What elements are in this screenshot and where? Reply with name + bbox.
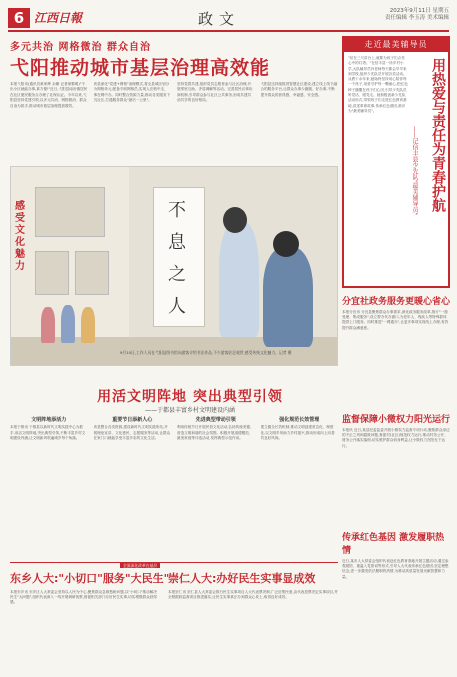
paper-name: 江西日報 [34, 11, 83, 25]
person-figure [263, 247, 313, 347]
feature-subhead: 强化规范长效管理 [279, 417, 320, 423]
lead-headline[interactable]: 弋阳推动城市基层治理高效能 [10, 57, 271, 79]
bottom-article-body: 本报东乡讯 东乡区人大常委会坚持以人民为中心,聚焦群众急难愁盼问题,以"小切口"推动解决民生"大问题",组织代表深入一线开展调研视察,督促相关部门办好民生实事,切实增强群众获得感。 [10, 590, 157, 605]
page-number: 6 [8, 8, 30, 28]
lead-photo[interactable] [10, 166, 338, 366]
feature-headline[interactable]: 用活文明阵地 突出典型引领 [97, 389, 283, 405]
side-article-body: 本报分宜讯 分宜县聚焦群众办事需求,深化政务服务改革,推行"一窗受理、集成服务",设立帮办代办窗口,为老年人、残疾人等特殊群体提供上门服务。同时推进"一网通办",让更多事项实现线上办理,有效提升群众满意度。 [342, 310, 449, 330]
divider-tag: 全面深化改革在基层 [120, 563, 160, 568]
feature-paragraph: 建立健全长效机制,推动文明创建常态化、制度化,以文明乡风助力乡村振兴,推动形成向上向善的良好风尚。 [260, 425, 335, 440]
calligraphy-char: 之 [168, 264, 186, 285]
side-article-title: 分宜社政务服务更暖心省心 [342, 297, 451, 307]
feature-column [261, 416, 339, 556]
sidebar-feature[interactable] [342, 36, 450, 288]
person-head [273, 231, 299, 257]
lead-kicker: 多元共治 网格微治 群众自治 [10, 42, 151, 53]
photo-vertical-title: 感受文化魅力 [15, 201, 25, 272]
calligraphy-char: 不 [168, 200, 186, 221]
masthead [8, 6, 449, 32]
feature-paragraph: 利用传统节日开展民俗文化活动,弘扬传统美德,营造文明和谐的社会氛围。积极开展道德模范、最美家庭等评选活动,发挥典型示范作用。 [177, 425, 253, 440]
calligraphy-char: 人 [168, 296, 186, 317]
wall-artwork [35, 251, 69, 295]
feature-paragraph: 本报于都讯 于都县以新时代文明实践中心为抓手,用活文明阵地,突出典型引领,不断丰富乡村文明建设内涵,让文明新风吹遍城乡每个角落。 [10, 425, 86, 440]
feature-subhead: 重要节日添新人心 [112, 417, 153, 423]
lead-column: 弋阳县还持续推进智慧社区建设,建立线上线下融合的服务平台,让群众办事少跑腿、好办事,不断提升群众的获得感、幸福感、安全感。 [260, 82, 338, 97]
sidebar-body: "站在三尺讲台上,就要为孩子们点亮心中的灯塔。"在信丰县一所乡村小学,大队辅导员肖老师每天都会早早来到学校,组织少先队员开展各类活动。从教十余年来,她始终坚持用心陪伴每一个孩子,用爱守护每一颗童心,把红色种子播撒在孩子们心田,引导少先队员听党话、跟党走。她积极创新少先队活动形式,带领孩子们走进红色教育基地,讲述革命故事,传承红色基因,被评为"最美辅导员"。 [348, 56, 408, 113]
lead-column: 坚持党群共建,组织党员志愿者参与社区治理,开展邻里互助、矛盾调解等活动。完善居民议事协商机制,引导群众参与社区公共事务,形成共建共治共享的良好格局。 [177, 82, 253, 103]
lead-column: 该县深化"党建+网格"治理模式,将全县城区划分为网格单元,配备专职网格员,实现人在格中走、事在网中办。同时整合资源力量,推动各类服务下沉社区,打通服务群众"最后一公里"。 [93, 82, 171, 103]
side-article-title: 监督保障小微权力阳光运行 [342, 415, 451, 425]
person-head [223, 207, 247, 233]
sidebar-subtitle: ——记信丰县少先队"最美辅导员" [411, 126, 418, 216]
bottom-article-body: 本报崇仁讯 崇仁县人大常委会推行民生实事项目人大代表票决制,广泛征集民意,由代表投票决定实事项目,并全程跟踪监督项目推进落实,让民生实事真正办到群众心坎上,取得良好成效。 [168, 590, 338, 600]
child-figure [41, 307, 55, 343]
feature-subhead: 先进典型带动引领 [195, 417, 236, 423]
side-article[interactable] [342, 412, 450, 524]
side-article[interactable] [342, 294, 450, 406]
feature-subhead: 文明阵地添活力 [31, 417, 67, 423]
side-article-title: 传承红色基因 激发履职热情 [342, 533, 445, 556]
issue-info: 2023年9月11日 星期五 责任编辑 李玉涛 美术编辑 [385, 8, 449, 21]
child-figure [81, 307, 95, 343]
lead-body [10, 82, 338, 164]
feature-column [94, 416, 172, 556]
wall-artwork [35, 187, 105, 237]
feature-paragraph: 该县整合各类资源,建设新时代文明实践所站,开展理论宣讲、文化惠民、志愿服务等活动,让群众在家门口就能享受丰富多彩的文化生活。 [93, 425, 171, 440]
section-divider [10, 562, 338, 568]
feature-column [177, 416, 255, 556]
lead-column: 本报弋阳讯(通讯员黄家辉 余姗 记者徐黎明)"不出小区就能办事,真方便!"近日,弋阳县南岩镇居民在社区便民服务点办理了社保认证。今年以来,弋阳县坚持党建引领,以多元共治、网格微治、群众自治为抓手,推动城市基层治理提质增效。 [10, 82, 88, 108]
child-figure [61, 305, 75, 343]
feature-subtitle: ——于都县丰富乡村文明建设内涵 [144, 407, 235, 414]
calligraphy-char: 息 [168, 232, 186, 253]
feature-column [10, 416, 88, 556]
bottom-article[interactable] [10, 570, 170, 677]
bottom-article[interactable] [168, 570, 338, 677]
sidebar-banner: 走近最美辅导员 [344, 38, 448, 52]
calligraphy-scroll [153, 187, 205, 327]
person-figure [219, 221, 259, 337]
bottom-article-title: 崇仁人大:办好民生实事显成效 [168, 572, 316, 585]
side-article-body: 近日,某市人大常委会组织代表赴红色教育基地开展主题活动,通过参观展馆、重温入党誓词等形式,引导人大代表传承红色基因,坚定理想信念,进一步激发依法履职的热情,为推动高质量发展贡献智慧和力量。 [342, 559, 449, 579]
photo-caption: 9月10日,工作人员在弋阳县图书馆向游客介绍书法作品,不少游客驻足观赏,感受传统文化魅力。记者 摄 [120, 350, 292, 355]
bottom-article-title: 东乡人大:"小切口"服务"大民生" [10, 572, 170, 585]
section-name: 政文 [198, 10, 241, 28]
side-article-body: 本报讯 近日,某县纪委监委开展小微权力监督专项行动,聚焦群众身边的不正之风和腐败问题,督促村(社区)规范权力运行,推动村务公开、财务公开落实落细,切实维护群众切身利益,让小微权力在阳光下运行。 [342, 428, 450, 448]
wall-artwork [75, 251, 109, 295]
side-article[interactable] [342, 530, 450, 670]
feature-body [10, 416, 338, 556]
sidebar-title: 用热爱与责任为青春护航 [430, 58, 446, 212]
